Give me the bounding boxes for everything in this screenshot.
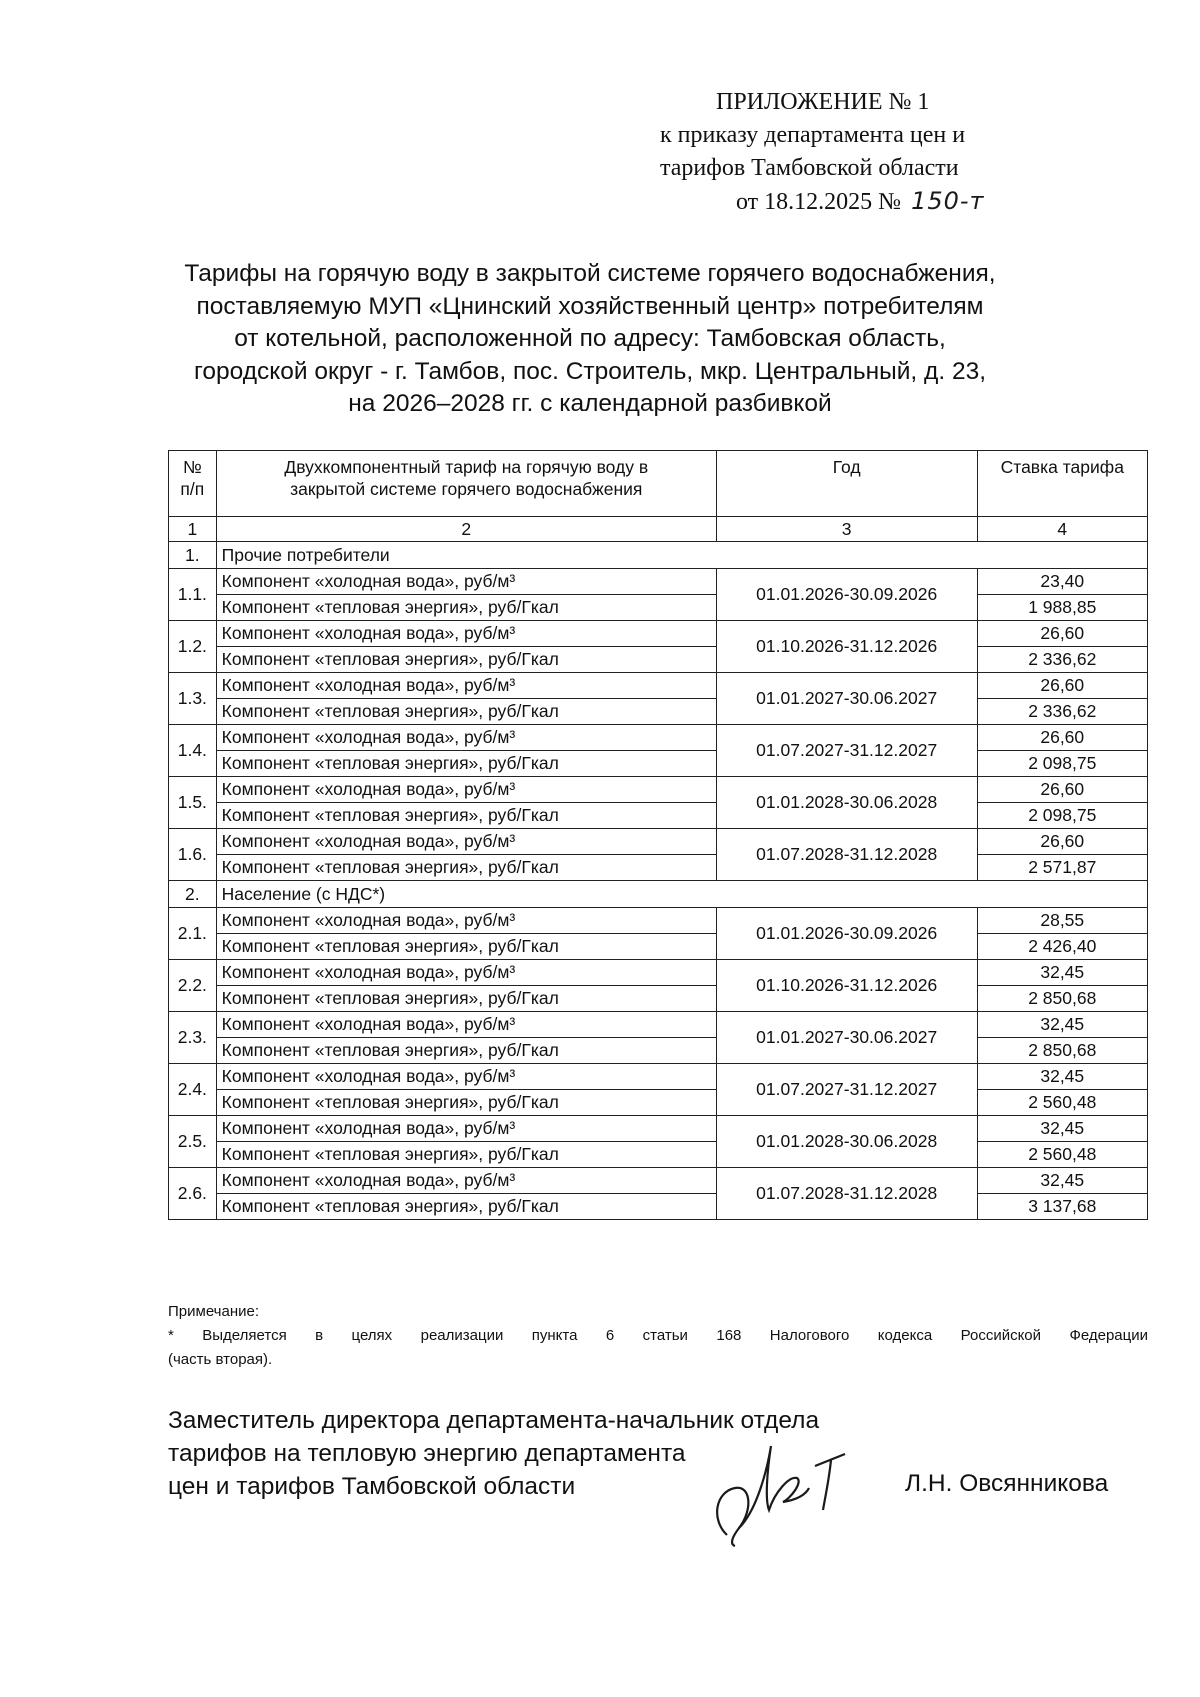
cold-water-rate: 32,45 xyxy=(977,1116,1147,1142)
heat-energy-label: Компонент «тепловая энергия», руб/Гкал xyxy=(216,1194,716,1220)
table-row xyxy=(169,855,1148,881)
cold-water-label: Компонент «холодная вода», руб/м³ xyxy=(216,908,716,934)
table-row xyxy=(169,777,1148,803)
period: 01.10.2026-31.12.2026 xyxy=(716,960,977,1012)
heat-energy-label: Компонент «тепловая энергия», руб/Гкал xyxy=(216,699,716,725)
table-row xyxy=(169,986,1148,1012)
heat-energy-label: Компонент «тепловая энергия», руб/Гкал xyxy=(216,647,716,673)
table-row xyxy=(169,1168,1148,1194)
cold-water-label: Компонент «холодная вода», руб/м³ xyxy=(216,673,716,699)
cold-water-rate: 26,60 xyxy=(977,725,1147,751)
cold-water-rate: 26,60 xyxy=(977,777,1147,803)
heat-energy-rate: 2 850,68 xyxy=(977,986,1147,1012)
table-row xyxy=(169,725,1148,751)
period: 01.01.2028-30.06.2028 xyxy=(716,777,977,829)
heat-energy-rate: 2 426,40 xyxy=(977,934,1147,960)
column-number: 3 xyxy=(716,517,977,542)
period: 01.01.2027-30.06.2027 xyxy=(716,1012,977,1064)
heat-energy-label: Компонент «тепловая энергия», руб/Гкал xyxy=(216,934,716,960)
section-name: Население (с НДС*) xyxy=(216,881,1147,908)
heat-energy-label: Компонент «тепловая энергия», руб/Гкал xyxy=(216,1038,716,1064)
row-number: 2.6. xyxy=(169,1168,217,1220)
cold-water-label: Компонент «холодная вода», руб/м³ xyxy=(216,1168,716,1194)
section-number: 1. xyxy=(169,542,217,569)
position-line: Заместитель директора департамента-начальник отдела xyxy=(168,1407,820,1434)
table-row xyxy=(169,829,1148,855)
table-row xyxy=(169,1090,1148,1116)
table-row xyxy=(169,960,1148,986)
column-number: 1 xyxy=(169,517,217,542)
cold-water-label: Компонент «холодная вода», руб/м³ xyxy=(216,960,716,986)
period: 01.07.2028-31.12.2028 xyxy=(716,1168,977,1220)
section-name: Прочие потребители xyxy=(216,542,1147,569)
document-title xyxy=(150,258,1030,421)
cold-water-label: Компонент «холодная вода», руб/м³ xyxy=(216,829,716,855)
table-row xyxy=(169,803,1148,829)
table-row xyxy=(169,673,1148,699)
cold-water-label: Компонент «холодная вода», руб/м³ xyxy=(216,1012,716,1038)
footnote-text-cont: (часть вторая). xyxy=(168,1351,273,1368)
heat-energy-rate: 2 571,87 xyxy=(977,855,1147,881)
period: 01.01.2026-30.09.2026 xyxy=(716,908,977,960)
period: 01.07.2027-31.12.2027 xyxy=(716,1064,977,1116)
heat-energy-label: Компонент «тепловая энергия», руб/Гкал xyxy=(216,751,716,777)
heat-energy-label: Компонент «тепловая энергия», руб/Гкал xyxy=(216,855,716,881)
heat-energy-rate: 2 560,48 xyxy=(977,1142,1147,1168)
table-row xyxy=(169,1194,1148,1220)
header-number xyxy=(169,451,217,517)
cold-water-rate: 26,60 xyxy=(977,673,1147,699)
cold-water-label: Компонент «холодная вода», руб/м³ xyxy=(216,1116,716,1142)
cold-water-rate: 32,45 xyxy=(977,1064,1147,1090)
header-tariff xyxy=(216,451,716,517)
period: 01.07.2027-31.12.2027 xyxy=(716,725,977,777)
title-line: Тарифы на горячую воду в закрытой системе горячего водоснабжения, xyxy=(184,260,996,287)
heat-energy-rate: 1 988,85 xyxy=(977,595,1147,621)
appendix-order-ref: к приказу департамента цен и xyxy=(660,122,966,148)
heat-energy-rate: 2 098,75 xyxy=(977,803,1147,829)
section-row xyxy=(169,881,1148,908)
footnote xyxy=(168,1300,1148,1372)
row-number: 2.1. xyxy=(169,908,217,960)
title-line: на 2026–2028 гг. с календарной разбивкой xyxy=(348,390,832,417)
cold-water-rate: 32,45 xyxy=(977,960,1147,986)
header-number-line: п/п xyxy=(180,479,205,499)
table-row xyxy=(169,1116,1148,1142)
cold-water-label: Компонент «холодная вода», руб/м³ xyxy=(216,1064,716,1090)
table-row xyxy=(169,699,1148,725)
row-number: 1.2. xyxy=(169,621,217,673)
cold-water-rate: 32,45 xyxy=(977,1168,1147,1194)
period: 01.01.2028-30.06.2028 xyxy=(716,1116,977,1168)
row-number: 2.4. xyxy=(169,1064,217,1116)
tariff-table xyxy=(168,450,1148,1220)
appendix-date-line xyxy=(660,185,1080,219)
heat-energy-label: Компонент «тепловая энергия», руб/Гкал xyxy=(216,1090,716,1116)
footnote-text: * Выделяется в целях реализации пункта 6 статьи 168 Налогового кодекса Российской Федерации xyxy=(168,1327,1148,1344)
title-line: городской округ - г. Тамбов, пос. Строитель, мкр. Центральный, д. 23, xyxy=(193,357,986,385)
cold-water-rate: 26,60 xyxy=(977,829,1147,855)
table-row xyxy=(169,1038,1148,1064)
position-line: цен и тарифов Тамбовской области xyxy=(168,1473,576,1500)
column-number-row xyxy=(169,517,1148,542)
table-row xyxy=(169,1142,1148,1168)
signatory-name: Л.Н. Овсянникова xyxy=(905,1470,1109,1497)
heat-energy-rate: 3 137,68 xyxy=(977,1194,1147,1220)
cold-water-rate: 32,45 xyxy=(977,1012,1147,1038)
title-line: поставляемую МУП «Цнинский хозяйственный центр» потребителям xyxy=(196,292,984,320)
title-line: от котельной, расположенной по адресу: Тамбовская область, xyxy=(234,325,946,352)
header-tariff-line: закрытой системе горячего водоснабжения xyxy=(290,479,643,499)
cold-water-rate: 26,60 xyxy=(977,621,1147,647)
row-number: 2.2. xyxy=(169,960,217,1012)
header-year: Год xyxy=(716,451,977,517)
table-row xyxy=(169,1012,1148,1038)
heat-energy-label: Компонент «тепловая энергия», руб/Гкал xyxy=(216,986,716,1012)
table-row xyxy=(169,569,1148,595)
cold-water-rate: 23,40 xyxy=(977,569,1147,595)
table-row xyxy=(169,1064,1148,1090)
section-row xyxy=(169,542,1148,569)
table-row xyxy=(169,934,1148,960)
order-date: от 18.12.2025 № xyxy=(736,189,902,215)
appendix-header xyxy=(660,86,1080,219)
column-number: 2 xyxy=(216,517,716,542)
heat-energy-rate: 2 336,62 xyxy=(977,647,1147,673)
header-tariff-line: Двухкомпонентный тариф на горячую воду в xyxy=(284,457,649,477)
row-number: 1.4. xyxy=(169,725,217,777)
period: 01.01.2026-30.09.2026 xyxy=(716,569,977,621)
handwritten-signature xyxy=(705,1440,865,1550)
period: 01.07.2028-31.12.2028 xyxy=(716,829,977,881)
cold-water-label: Компонент «холодная вода», руб/м³ xyxy=(216,777,716,803)
heat-energy-label: Компонент «тепловая энергия», руб/Гкал xyxy=(216,803,716,829)
row-number: 2.5. xyxy=(169,1116,217,1168)
cold-water-label: Компонент «холодная вода», руб/м³ xyxy=(216,569,716,595)
heat-energy-rate: 2 336,62 xyxy=(977,699,1147,725)
cold-water-label: Компонент «холодная вода», руб/м³ xyxy=(216,621,716,647)
period: 01.10.2026-31.12.2026 xyxy=(716,621,977,673)
heat-energy-rate: 2 850,68 xyxy=(977,1038,1147,1064)
row-number: 1.3. xyxy=(169,673,217,725)
heat-energy-label: Компонент «тепловая энергия», руб/Гкал xyxy=(216,595,716,621)
cold-water-rate: 28,55 xyxy=(977,908,1147,934)
heat-energy-rate: 2 560,48 xyxy=(977,1090,1147,1116)
order-number-handwritten: 150-т xyxy=(911,187,985,215)
row-number: 1.1. xyxy=(169,569,217,621)
header-number-line: № xyxy=(182,457,202,477)
heat-energy-rate: 2 098,75 xyxy=(977,751,1147,777)
column-number: 4 xyxy=(977,517,1147,542)
row-number: 1.6. xyxy=(169,829,217,881)
header-rate: Ставка тарифа xyxy=(977,451,1147,517)
footnote-heading: Примечание: xyxy=(168,1303,259,1320)
row-number: 2.3. xyxy=(169,1012,217,1064)
cold-water-label: Компонент «холодная вода», руб/м³ xyxy=(216,725,716,751)
table-row xyxy=(169,751,1148,777)
section-number: 2. xyxy=(169,881,217,908)
table-row xyxy=(169,621,1148,647)
row-number: 1.5. xyxy=(169,777,217,829)
table-row xyxy=(169,908,1148,934)
table-row xyxy=(169,595,1148,621)
period: 01.01.2027-30.06.2027 xyxy=(716,673,977,725)
table-header-row xyxy=(169,451,1148,517)
table-row xyxy=(169,647,1148,673)
position-line: тарифов на тепловую энергию департамента xyxy=(168,1440,686,1467)
heat-energy-label: Компонент «тепловая энергия», руб/Гкал xyxy=(216,1142,716,1168)
appendix-department: тарифов Тамбовской области xyxy=(660,155,959,181)
appendix-title: ПРИЛОЖЕНИЕ № 1 xyxy=(716,89,930,115)
